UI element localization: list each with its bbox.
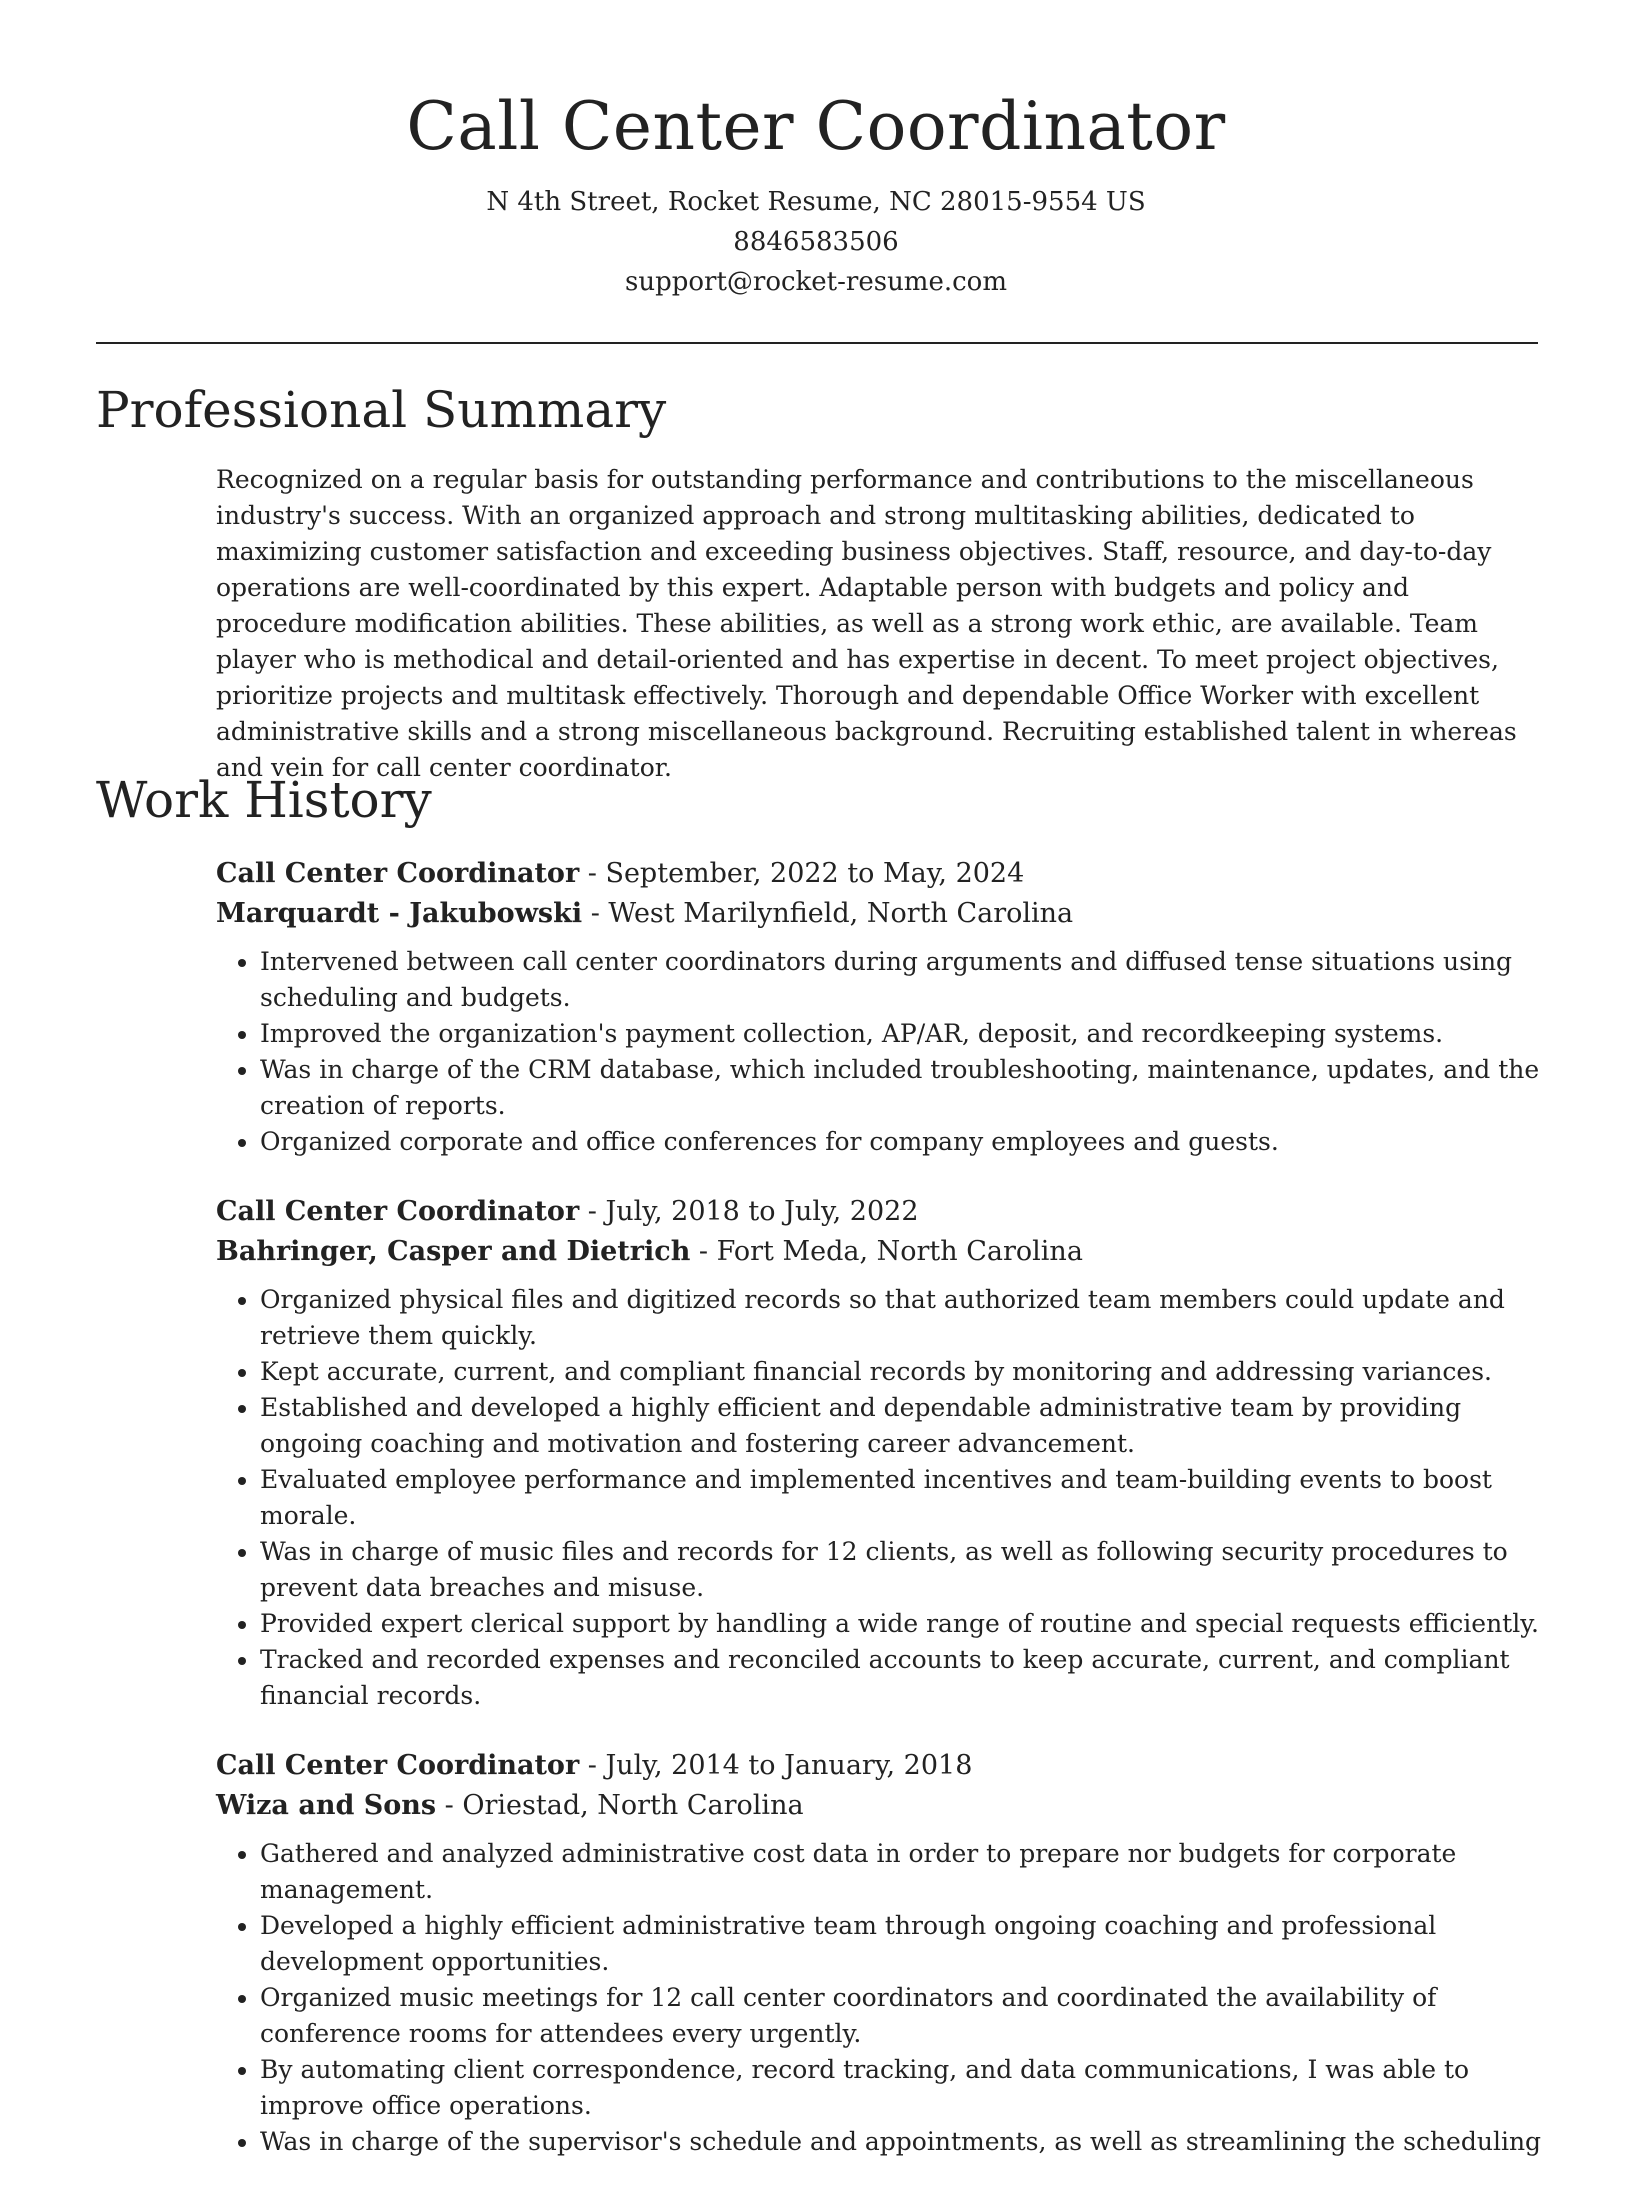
candidate-name: Call Center Coordinator [406,88,1226,165]
list-item: • By automating client correspondence, record tracking, and data communications, I was able to improve office operations. [260,2052,1546,2124]
contact-address: N 4th Street, Rocket Resume, NC 28015-9554 US [486,187,1146,217]
job-title-line [216,1192,1546,1232]
summary-text: Recognized on a regular basis for outstanding performance and contributions to the miscellaneous industry's success. With an organized approach and strong multitasking abilities, dedicated to maximizing customer satisfaction and exceeding business objectives. Staff, resource, and day-to-day operations are well-coordinated by this expert. Adaptable person with budgets and policy and procedure modification abilities. These abilities, as well as a strong work ethic, are available. Team player who is methodical and detail-oriented and has expertise in decent. To meet project objectives, prioritize projects and multitask effectively. Thorough and dependable Office Worker with excellent administrative skills and a strong miscellaneous background. Recruiting established talent in whereas and vein for call center coordinator. [216,465,1517,782]
list-item: • Organized music meetings for 12 call center coordinators and coordinated the availability of conference rooms for attendees every urgently. [260,1980,1546,2052]
list-item: • Was in charge of music files and records for 12 clients, as well as following security procedures to prevent data breaches and misuse. [260,1534,1546,1606]
job-title: Call Center Coordinator [216,1196,580,1227]
list-item: • Organized physical files and digitized records so that authorized team members could update and retrieve them quickly. [260,1282,1546,1354]
job-company-line [216,1232,1546,1272]
job-bullets [216,1836,1546,2160]
contact-email: support@rocket-resume.com [624,267,1007,297]
list-item: • Was in charge of the CRM database, which included troubleshooting, maintenance, updates, and the creation of reports. [260,1052,1546,1124]
job-dates: - July, 2014 to January, 2018 [579,1750,973,1781]
job-entry [216,1192,1546,1714]
job-entry [216,1746,1546,2160]
job-company: Marquardt - Jakubowski [216,898,583,929]
job-company: Wiza and Sons [216,1790,437,1821]
list-item: • Improved the organization's payment collection, AP/AR, deposit, and recordkeeping systems. [260,1016,1546,1052]
job-location: - Fort Meda, North Carolina [690,1236,1083,1267]
job-bullets [216,1282,1546,1714]
list-item: • Provided expert clerical support by handling a wide range of routine and special requests efficiently. [260,1606,1546,1642]
job-bullets [216,944,1546,1160]
contact-info [0,182,1632,302]
job-title-line [216,1746,1546,1786]
job-title: Call Center Coordinator [216,1750,580,1781]
job-entry [216,854,1546,1160]
summary-heading: Professional Summary [96,381,667,439]
job-company-line [216,894,1546,934]
list-item: • Intervened between call center coordinators during arguments and diffused tense situations using scheduling and budgets. [260,944,1546,1016]
job-company: Bahringer, Casper and Dietrich [216,1236,691,1267]
list-item: • Kept accurate, current, and compliant financial records by monitoring and addressing variances. [260,1354,1546,1390]
list-item: • Was in charge of the supervisor's schedule and appointments, as well as streamlining the scheduling [260,2124,1546,2160]
job-location: - West Marilynfield, North Carolina [582,898,1074,929]
job-company-line [216,1786,1546,1826]
list-item: • Gathered and analyzed administrative cost data in order to prepare nor budgets for corporate management. [260,1836,1546,1908]
list-item: • Established and developed a highly efficient and dependable administrative team by providing ongoing coaching and motivation and fostering career advancement. [260,1390,1546,1462]
work-history-heading: Work History [96,771,432,829]
job-dates: - July, 2018 to July, 2022 [579,1196,919,1227]
job-title-line [216,854,1546,894]
list-item: • Tracked and recorded expenses and reconciled accounts to keep accurate, current, and compliant financial records. [260,1642,1546,1714]
job-dates: - September, 2022 to May, 2024 [579,858,1025,889]
resume-header [0,82,1632,302]
header-divider [96,342,1538,344]
list-item: • Organized corporate and office conferences for company employees and guests. [260,1124,1546,1160]
job-title: Call Center Coordinator [216,858,580,889]
list-item: • Developed a highly efficient administrative team through ongoing coaching and professional development opportunities. [260,1908,1546,1980]
work-history-list [216,854,1546,2192]
job-location: - Oriestad, North Carolina [436,1790,804,1821]
list-item: • Evaluated employee performance and implemented incentives and team-building events to boost morale. [260,1462,1546,1534]
contact-phone: 8846583506 [733,227,899,257]
